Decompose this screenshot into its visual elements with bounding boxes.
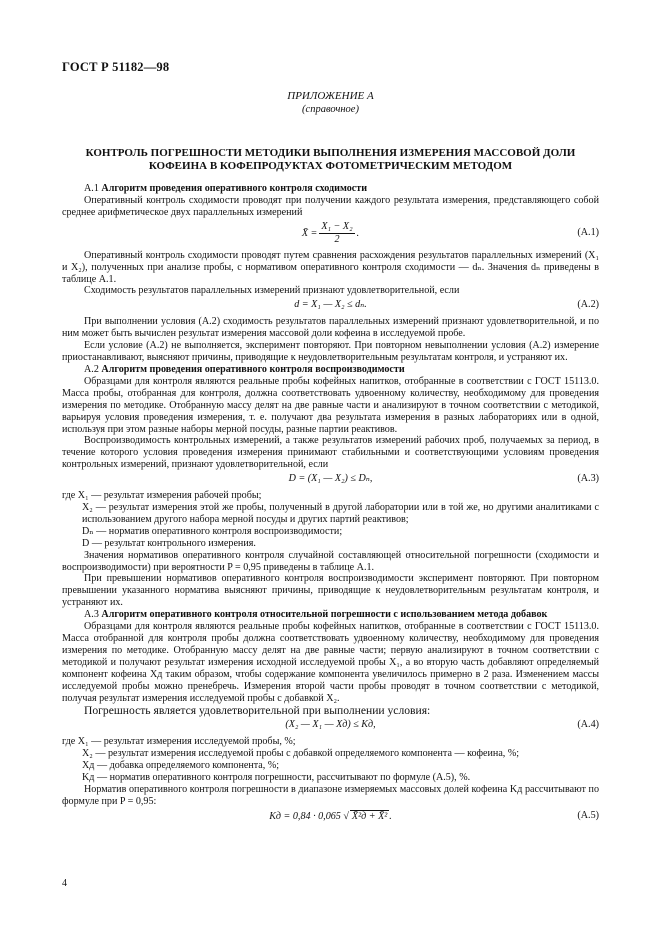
definition: Dₙ — норматив оперативного контроля воспроизводимости; xyxy=(82,525,343,537)
paragraph: Если условие (А.2) не выполняется, эксперимент повторяют. При повторном невыполнении условия (А.2) измерение приостанавливают, выясняют причины, приводящие к неудовлетворительным результатам контроля, и устраняют их. xyxy=(62,340,599,364)
appendix-note: (справочное) xyxy=(302,104,359,115)
formula-a2: d = X₁ — X₂ ≤ dₙ. (А.2) xyxy=(294,299,599,311)
definition: Xд — добавка определяемого компонента, %; xyxy=(82,760,280,772)
formula-a3: D = (X₁ — X₂) ≤ Dₙ, (А.3) xyxy=(288,473,599,485)
appendix-title: ПРИЛОЖЕНИЕ А xyxy=(287,90,374,102)
paragraph: Оперативный контроль сходимости проводят путем сравнения расхождения результатов параллельных измерений (X₁ и X₂), полученных при анализе пробы, с нормативом оперативного контроля сходимости — dₙ. Значения dₙ приведены в таблице А.1. xyxy=(62,249,599,285)
doc-code: ГОСТ Р 51182—98 xyxy=(62,60,170,74)
section-a3-heading: А.3 Алгоритм оперативного контроля относительной погрешности с использованием метода добавок xyxy=(84,609,548,621)
paragraph: Погрешность является удовлетворительной при выполнении условия: xyxy=(84,704,431,718)
page-number: 4 xyxy=(62,878,67,889)
page-title xyxy=(70,147,591,173)
title-line-2: КОФЕИНА В КОФЕПРОДУКТАХ ФОТОМЕТРИЧЕСКИМ МЕТОДОМ xyxy=(148,160,513,172)
definition: X₂ — результат измерения этой же пробы, полученный в другой лаборатории или в той же, но другими аналитиками с использованием другого набора мерной посуды и других партий реактивов; xyxy=(82,502,599,525)
paragraph: При выполнении условия (А.2) сходимость результатов параллельных измерений признают удовлетворительной, и по ним может быть вычислен результат измерения массовой доли кофеина в исследуемой пробе. xyxy=(62,316,599,340)
paragraph: Норматив оперативного контроля погрешности в диапазоне измеряемых массовых долей кофеина Kд рассчитывают по формуле при P = 0,95: xyxy=(62,784,599,807)
paragraph: Воспроизводимость контрольных измерений, а также результатов измерений рабочих проб, получаемых за период, в течение которого условия проведения измерения принимают стабильными и соответствующими условиям проведения контрольных измерений, признают удовлетворительной, если xyxy=(62,435,599,471)
definition: где X₁ — результат измерения рабочей пробы; xyxy=(62,490,262,502)
formula-a1: X̄ = $\frac{\text{X₁ − X₂}}{2}$ . (А.1) xyxy=(301,221,599,246)
paragraph: Оперативный контроль сходимости проводят при получении каждого результата измерения, представляющего собой среднее арифметическое двух параллельных измерений xyxy=(62,194,599,218)
formula-a4: (X₂ — X₁ — Xд) ≤ Kд, (А.4) xyxy=(285,719,599,731)
definition: X₂ — результат измерения исследуемой пробы с добавкой определяемого компонента — кофеина, %; xyxy=(82,748,520,760)
section-a1-heading: А.1 Алгоритм проведения оперативного контроля сходимости xyxy=(84,183,368,194)
sqrt-icon: √ xyxy=(343,810,349,822)
definition: где X₁ — результат измерения исследуемой пробы, %; xyxy=(62,736,296,748)
paragraph: Сходимость результатов параллельных измерений признают удовлетворительной, если xyxy=(84,285,460,297)
formula-a5: Kд = 0,84 · 0,065 √ X̄²д + X̄² . (А.5) xyxy=(269,809,599,822)
definition: D — результат контрольного измерения. xyxy=(82,537,256,549)
title-line-1: КОНТРОЛЬ ПОГРЕШНОСТИ МЕТОДИКИ ВЫПОЛНЕНИЯ ИЗМЕРЕНИЯ МАССОВОЙ ДОЛИ xyxy=(85,147,576,159)
document-body xyxy=(62,183,599,831)
section-a2-heading: А.2 Алгоритм проведения оперативного контроля воспроизводимости xyxy=(84,363,405,375)
paragraph: Образцами для контроля являются реальные пробы кофейных напитков, отобранные в соответствии с ГОСТ 15113.0. Масса отобранной для контроля пробы должна соответствовать удвоенному количеству, необходимому для проведения измерения по методике. Отобранную массу делят на две равные части; первую анализируют в точном соответствии с методикой и получают результат измерения исходной исследуемой пробы X₁, а во вторую часть добавляют определяемый компонент кофеина Xд таким образом, чтобы содержание компонента увеличилось примерно в 2 раза. Изменением массы исследуемой пробы можно пренебречь. Измерения второй части пробы проводят в точном соответствии с методикой, получая результат измерения исследуемой пробы с добавкой X₂. xyxy=(62,621,599,704)
paragraph: При превышении нормативов оперативного контроля воспроизводимости эксперимент повторяют. При повторном превышении указанного норматива выясняют причины, приводящие к неудовлетворительным результатам контроля, и устраняют их. xyxy=(62,573,599,609)
paragraph: Значения нормативов оперативного контроля случайной составляющей относительной погрешности (сходимости и воспроизводимости) при вероятности P = 0,95 приведены в таблице А.1. xyxy=(62,549,599,573)
definition: Kд — норматив оперативного контроля погрешности, рассчитывают по формуле (А.5), %. xyxy=(82,772,471,784)
paragraph: Образцами для контроля являются реальные пробы кофейных напитков, отобранные в соответствии с ГОСТ 15113.0. Масса пробы, отобранная для контроля, должна соответствовать удвоенному количеству, необходимому для проведения измерения по методике. Отобранную массу делят на две равные части и анализируют в точном соответствии с методикой, варьируя условия проведения измерения, т. е. получают два результата измерения в разных лабораториях или в одной, используя при этом разные наборы мерной посуды, разные партии реактивов. xyxy=(62,375,599,435)
